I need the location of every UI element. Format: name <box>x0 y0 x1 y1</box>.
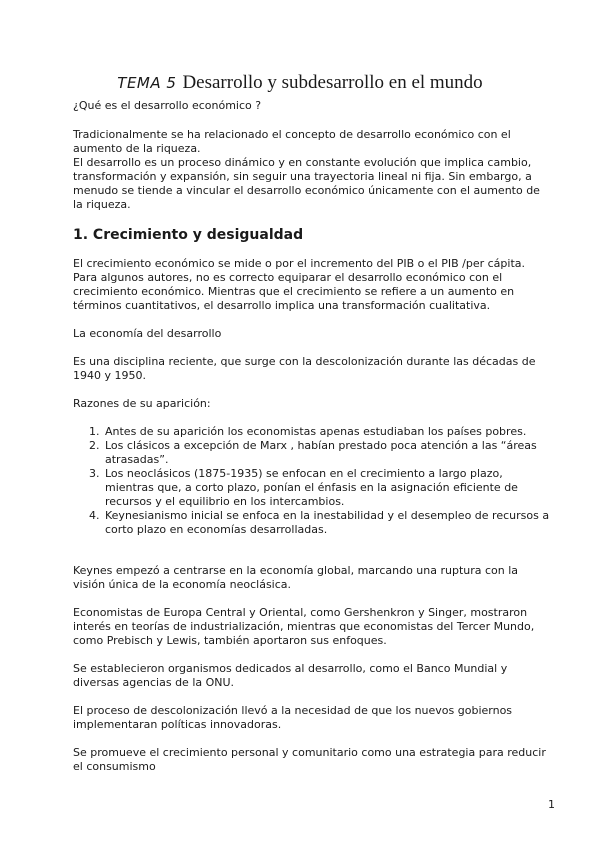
section-heading: 1. Crecimiento y desigualdad <box>73 227 304 243</box>
subheading-development-economics: La economía del desarrollo <box>73 327 222 340</box>
question-line: ¿Qué es el desarrollo económico ? <box>73 99 262 112</box>
paragraph-organisms: Se establecieron organismos dedicados al desarrollo, como el Banco Mundial y diversas agencias de la ONU. <box>73 662 508 689</box>
list-item: 2. Los clásicos a excepción de Marx , habían prestado poca atención a las “áreas atrasadas”. <box>103 439 551 467</box>
paragraph-keynes: Keynes empezó a centrarse en la economía global, marcando una ruptura con la visión única de la economía neoclásica. <box>73 564 519 591</box>
paragraph-growth: El crecimiento económico se mide o por el incremento del PIB o el PIB /per cápita. Para algunos autores, no es correcto equiparar el desarrollo económico con el crecimiento económico. Mientras que el crecimiento se refiere a un aumento en términos cuantitativos, el desarrollo implica una transformación cualitativa. <box>73 257 525 312</box>
paragraph-economists: Economistas de Europa Central y Oriental, como Gershenkron y Singer, mostraron interés en teorías de industrialización, mientras que economistas del Tercer Mundo, como Prebisch y Lewis, también aportaron sus enfoques. <box>73 606 535 647</box>
reasons-list <box>73 425 551 537</box>
title-text: Desarrollo y subdesarrollo en el mundo <box>182 72 483 93</box>
intro-paragraph-2: El desarrollo es un proceso dinámico y en constante evolución que implica cambio, transformación y expansión, sin seguir una trayectoria lineal ni fija. Sin embargo, a menudo se tiende a vincular el desarrollo económico únicamente con el aumento de la riqueza. <box>73 156 540 211</box>
intro-paragraph-1: Tradicionalmente se ha relacionado el concepto de desarrollo económico con el aumento de la riqueza. <box>73 128 511 155</box>
page-number: 1 <box>548 798 555 811</box>
paragraph-discipline: Es una disciplina reciente, que surge con la descolonización durante las décadas de 1940 y 1950. <box>73 355 536 382</box>
list-item: 3. Los neoclásicos (1875-1935) se enfocan en el crecimiento a largo plazo, mientras que, a corto plazo, ponían el énfasis en la asignación eficiente de recursos y el equilibrio en los intercambios. <box>103 467 551 509</box>
paragraph-personal-growth: Se promueve el crecimiento personal y comunitario como una estrategia para reducir el consumismo <box>73 746 546 773</box>
title-prefix: TEMA 5 <box>117 74 177 92</box>
document-body <box>73 99 551 774</box>
list-item: 4. Keynesianismo inicial se enfoca en la inestabilidad y el desempleo de recursos a corto plazo en economías desarrolladas. <box>103 509 551 537</box>
paragraph-decolonization: El proceso de descolonización llevó a la necesidad de que los nuevos gobiernos implementaran políticas innovadoras. <box>73 704 513 731</box>
reasons-label: Razones de su aparición: <box>73 397 211 410</box>
list-item: 1. Antes de su aparición los economistas apenas estudiaban los países pobres. <box>103 425 551 439</box>
page-title <box>0 72 600 94</box>
